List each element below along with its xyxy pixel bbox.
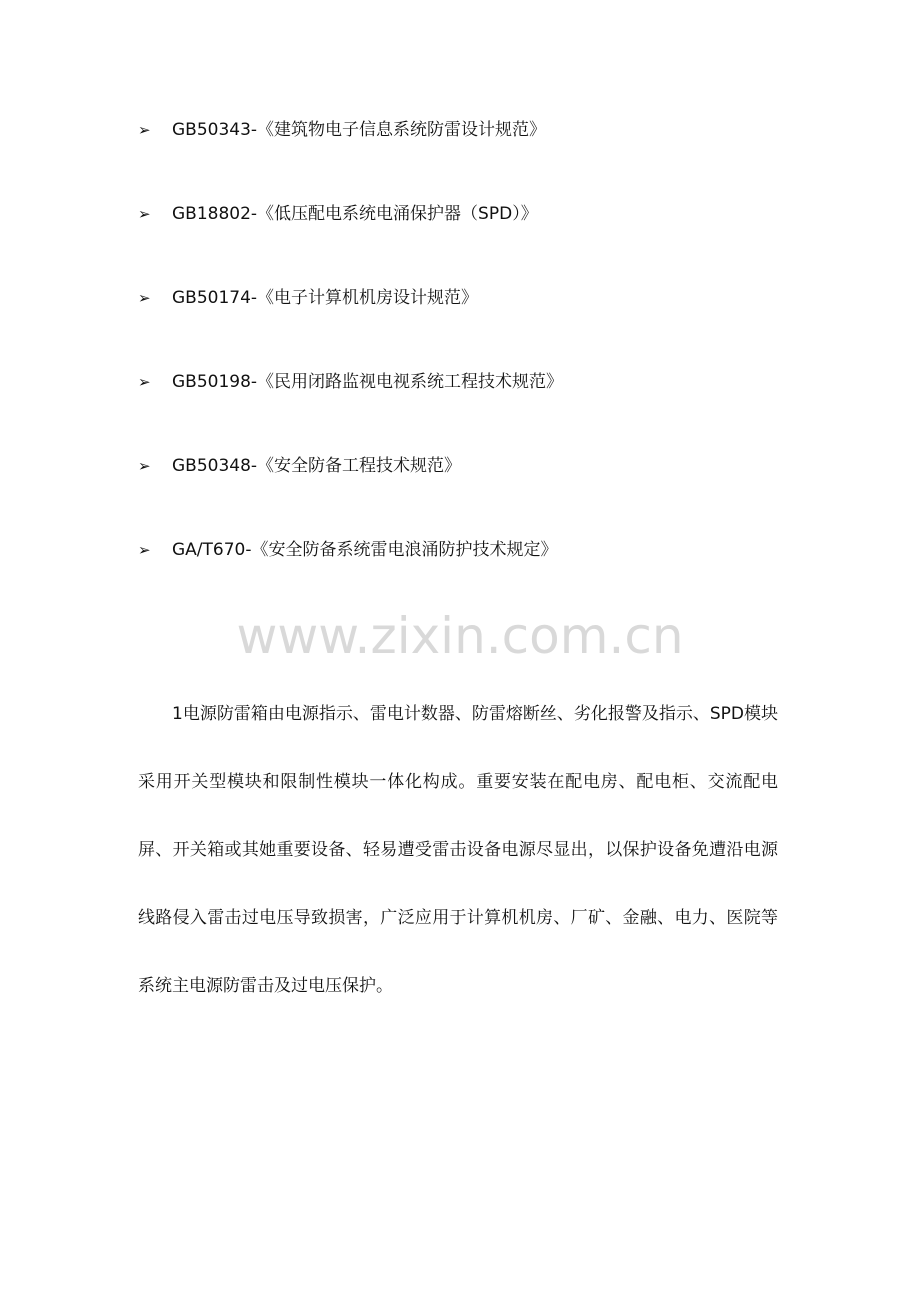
- standard-code: GA/T670: [172, 540, 246, 560]
- standard-title: -《安全防备工程技术规范》: [250, 456, 462, 476]
- arrow-bullet-icon: ➢: [138, 373, 151, 391]
- list-item: [138, 280, 838, 364]
- standard-title: -《建筑物电子信息系统防雷设计规范》: [250, 120, 547, 140]
- standards-list: [138, 112, 838, 616]
- arrow-bullet-icon: ➢: [138, 541, 151, 559]
- standard-code: GB50348: [172, 456, 251, 476]
- list-item: [138, 196, 838, 280]
- list-item: [138, 448, 838, 532]
- arrow-bullet-icon: ➢: [138, 457, 151, 475]
- list-item: [138, 112, 838, 196]
- standard-code: GB50343: [172, 120, 251, 140]
- standard-code: GB18802: [172, 204, 251, 224]
- body-paragraph: 1电源防雷箱由电源指示、雷电计数器、防雷熔断丝、劣化报警及指示、SPD模块采用开关型模块和限制性模块一体化构成。重要安装在配电房、配电柜、交流配电屏、开关箱或其她重要设备、轻易遭受雷击设备电源尽显出，以保护设备免遭沿电源线路侵入雷击过电压导致损害，广泛应用于计算机机房、厂矿、金融、电力、医院等系统主电源防雷击及过电压保护。: [138, 704, 778, 996]
- list-item: [138, 364, 838, 448]
- arrow-bullet-icon: ➢: [138, 205, 151, 223]
- watermark: www.zixin.com.cn: [236, 607, 684, 665]
- standard-code: GB50198: [172, 372, 251, 392]
- standard-title: -《电子计算机机房设计规范》: [250, 288, 479, 308]
- arrow-bullet-icon: ➢: [138, 289, 151, 307]
- standard-code: GB50174: [172, 288, 251, 308]
- standard-title: -《民用闭路监视电视系统工程技术规范》: [250, 372, 564, 392]
- standard-title: -《低压配电系统电涌保护器（SPD）》: [250, 204, 538, 224]
- standard-title: -《安全防备系统雷电浪涌防护技术规定》: [245, 540, 558, 560]
- arrow-bullet-icon: ➢: [138, 121, 151, 139]
